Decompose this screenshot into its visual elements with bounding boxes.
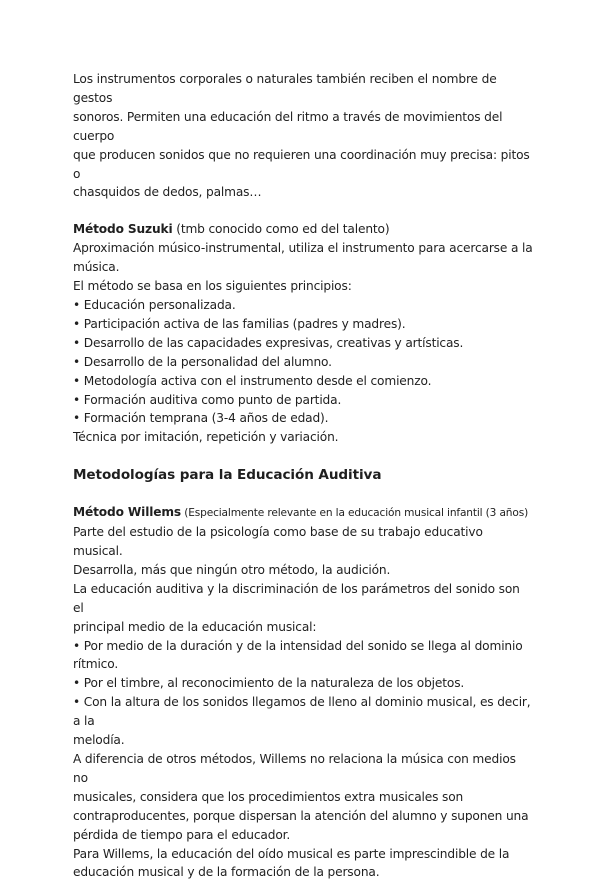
list-item: • Por el timbre, al reconocimiento de la naturaleza de los objetos. <box>73 676 465 691</box>
section-heading: Metodologías para la Educación Auditiva <box>73 467 382 484</box>
text-line: melodía. <box>73 733 125 748</box>
list-item: • Formación temprana (3-4 años de edad). <box>73 411 329 426</box>
text-line: pérdida de tiempo para el educador. <box>73 827 291 842</box>
suzuki-title-line <box>73 220 533 239</box>
text-line: chasquidos de dedos, palmas… <box>73 185 262 200</box>
intro-paragraph <box>73 70 533 202</box>
spacer <box>73 202 533 220</box>
suzuki-title: Método Suzuki <box>73 222 173 237</box>
text-line: Aproximación músico-instrumental, utiliza el instrumento para acercarse a la <box>73 241 533 256</box>
document-page <box>73 70 533 882</box>
list-item: • Participación activa de las familias (padres y madres). <box>73 316 406 331</box>
suzuki-section <box>73 220 533 447</box>
text-line: A diferencia de otros métodos, Willems no relaciona la música con medios no <box>73 752 516 785</box>
text-line: música. <box>73 260 120 275</box>
text-line: sonoros. Permiten una educación del ritmo a través de movimientos del cuerpo <box>73 109 503 143</box>
spacer <box>73 447 533 465</box>
text-line: Los instrumentos corporales o naturales también reciben el nombre de gestos <box>73 72 497 105</box>
text-line: que producen sonidos que no requieren una coordinación muy precisa: pitos o <box>73 147 530 181</box>
suzuki-note: (tmb conocido como ed del talento) <box>172 222 390 237</box>
text-line: La educación auditiva y la discriminación de los parámetros del sonido son el <box>73 581 520 615</box>
list-item: • Metodología activa con el instrumento desde el comienzo. <box>73 373 432 388</box>
willems-note: (Especialmente relevante en la educación musical infantil (3 años) <box>181 507 529 520</box>
text-line: El método se basa en los siguientes principios: <box>73 279 352 294</box>
text-line: Para Willems, la educación del oído musical es parte imprescindible de la <box>73 846 510 861</box>
list-item: • Por medio de la duración y de la intensidad del sonido se llega al dominio <box>73 638 523 653</box>
list-item: • Con la altura de los sonidos llegamos de lleno al dominio musical, es decir, a la <box>73 695 531 729</box>
list-item: • Desarrollo de las capacidades expresivas, creativas y artísticas. <box>73 335 464 350</box>
text-line: contraproducentes, porque dispersan la atención del alumno y suponen una <box>73 808 529 823</box>
text-line: musicales, considera que los procedimientos extra musicales son <box>73 789 464 804</box>
willems-section <box>73 503 533 882</box>
text-line: principal medio de la educación musical: <box>73 619 317 634</box>
text-line: educación musical y de la formación de la persona. <box>73 865 380 880</box>
willems-title: Método Willems <box>73 505 182 520</box>
text-line: Desarrolla, más que ningún otro método, la audición. <box>73 562 391 577</box>
list-item: • Formación auditiva como punto de partida. <box>73 392 342 407</box>
text-line: Técnica por imitación, repetición y variación. <box>73 430 339 445</box>
willems-title-line <box>73 503 533 523</box>
text-line: Parte del estudio de la psicología como base de su trabajo educativo musical. <box>73 525 483 559</box>
list-item: • Educación personalizada. <box>73 297 236 312</box>
list-item: • Desarrollo de la personalidad del alumno. <box>73 354 332 369</box>
text-line: rítmico. <box>73 657 119 672</box>
spacer <box>73 485 533 503</box>
